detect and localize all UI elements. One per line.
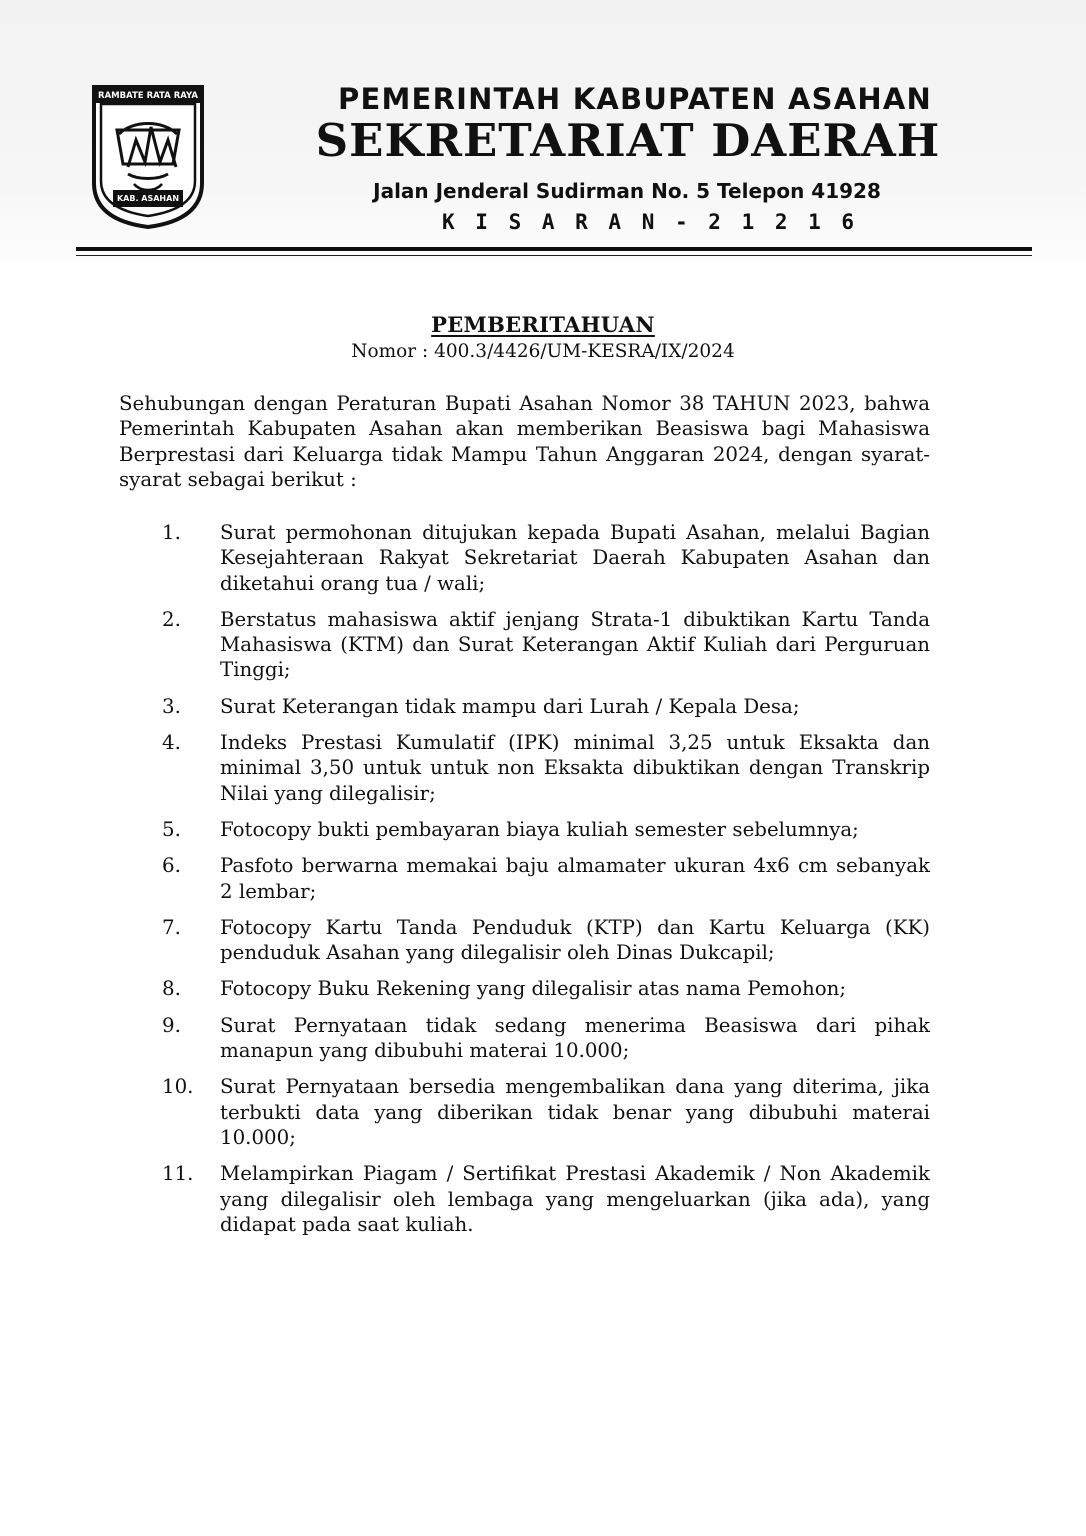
requirement-text: Surat Pernyataan tidak sedang menerima Beasiswa dari pihak manapun yang dibubuhi materai 10.000; <box>220 1013 930 1063</box>
requirement-number: 6. <box>162 854 181 878</box>
requirement-number: 2. <box>162 607 181 631</box>
notice-number: Nomor : 400.3/4426/UM-KESRA/IX/2024 <box>351 341 735 362</box>
requirement-number: 1. <box>162 521 181 544</box>
office-address: Jalan Jenderal Sudirman No. 5 Telepon 41928 <box>373 179 881 203</box>
requirement-item <box>162 1161 930 1237</box>
requirement-item <box>162 853 930 904</box>
requirement-item <box>162 976 930 1001</box>
government-name: PEMERINTAH KABUPATEN ASAHAN <box>338 82 932 116</box>
regency-seal-icon <box>88 82 208 230</box>
requirement-number: 4. <box>162 731 181 755</box>
requirement-text: Pasfoto berwarna memakai baju almamater ukuran 4x6 cm sebanyak 2 lembar; <box>220 854 930 903</box>
requirement-number: 10. <box>162 1075 194 1099</box>
requirement-text: Berstatus mahasiswa aktif jenjang Strata-1 dibuktikan Kartu Tanda Mahasiswa (KTM) dan Surat Keterangan Aktif Kuliah dari Perguruan Tinggi; <box>220 607 930 682</box>
requirement-text: Melampirkan Piagam / Sertifikat Prestasi Akademik / Non Akademik yang dilegalisir oleh lembaga yang mengeluarkan (jika ada), yang didapat pada saat kuliah. <box>220 1162 930 1236</box>
requirement-text: Surat Keterangan tidak mampu dari Lurah / Kepala Desa; <box>220 694 800 718</box>
letterhead-divider-thick <box>76 247 1032 251</box>
requirement-text: Fotocopy Kartu Tanda Penduduk (KTP) dan Kartu Keluarga (KK) penduduk Asahan yang dilegalisir oleh Dinas Dukcapil; <box>220 915 930 965</box>
requirement-item <box>162 1074 930 1150</box>
requirement-item <box>162 694 930 719</box>
logo-banner-text: RAMBATE RATA RAYA <box>98 91 198 101</box>
requirement-text: Surat Pernyataan bersedia mengembalikan dana yang diterima, jika terbukti data yang diberikan tidak benar yang dibubuhi materai 10.000; <box>220 1075 930 1149</box>
requirement-item <box>162 607 930 683</box>
letterhead-divider-thin <box>76 255 1032 256</box>
requirement-item <box>162 730 930 806</box>
requirement-number: 11. <box>162 1162 194 1186</box>
requirement-text: Indeks Prestasi Kumulatif (IPK) minimal 3,25 untuk Eksakta dan minimal 3,50 untuk untuk non Eksakta dibuktikan dengan Transkrip Nilai yang dilegalisir; <box>220 731 930 805</box>
requirement-number: 8. <box>162 977 181 1001</box>
requirements-list <box>162 520 930 1248</box>
notice-title: PEMBERITAHUAN <box>431 312 655 337</box>
regency-logo <box>88 82 208 230</box>
letterhead <box>74 78 1034 258</box>
requirement-item <box>162 915 930 966</box>
requirement-text: Fotocopy Buku Rekening yang dilegalisir atas nama Pemohon; <box>220 977 847 1001</box>
city-postcode: K I S A R A N - 2 1 2 1 6 <box>442 210 859 234</box>
notice-heading <box>160 311 926 365</box>
requirement-item <box>162 817 930 842</box>
intro-paragraph: Sehubungan dengan Peraturan Bupati Asahan Nomor 38 TAHUN 2023, bahwa Pemerintah Kabupaten Asahan akan memberikan Beasiswa bagi Mahasiswa Berprestasi dari Keluarga tidak Mampu Tahun Anggaran 2024, dengan syarat-syarat sebagai berikut : <box>119 392 930 491</box>
requirement-number: 5. <box>162 817 181 841</box>
requirement-text: Surat permohonan ditujukan kepada Bupati Asahan, melalui Bagian Kesejahteraan Rakyat Sekretariat Daerah Kabupaten Asahan dan diketahui orang tua / wali; <box>220 521 930 595</box>
requirement-number: 9. <box>162 1013 181 1037</box>
office-name: SEKRETARIAT DAERAH <box>315 114 941 167</box>
requirement-item <box>162 1013 930 1064</box>
logo-region-label: KAB. ASAHAN <box>116 194 180 203</box>
requirement-text: Fotocopy bukti pembayaran biaya kuliah semester sebelumnya; <box>220 817 859 841</box>
requirement-number: 7. <box>162 915 181 939</box>
requirement-number: 3. <box>162 694 181 718</box>
requirement-item <box>162 520 930 596</box>
